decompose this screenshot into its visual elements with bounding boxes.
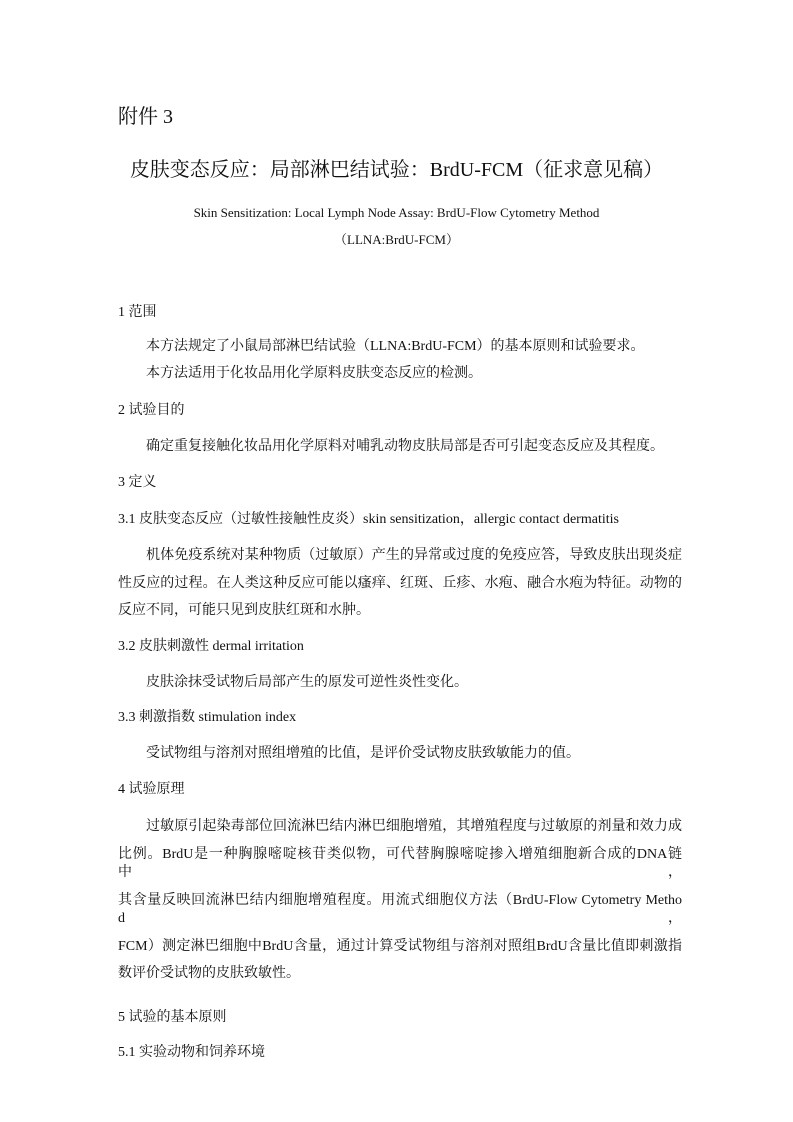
section-4-heading: 4 试验原理 xyxy=(118,782,185,797)
section-3-2-heading: 3.2 皮肤刺激性 dermal irritation xyxy=(118,639,304,654)
paragraph-line: 性反应的过程。在人类这种反应可能以瘙痒、红斑、丘疹、水疱、融合水疱为特征。动物的 xyxy=(118,576,682,591)
subtitle-english: Skin Sensitization: Local Lymph Node Assay: BrdU-Flow Cytometry Method xyxy=(193,205,600,220)
paragraph-line: 反应不同，可能只见到皮肤红斑和水肿。 xyxy=(118,603,370,618)
subtitle-abbreviation: （LLNA:BrdU-FCM） xyxy=(334,232,459,247)
section-5-1-heading: 5.1 实验动物和饲养环境 xyxy=(118,1045,265,1060)
document-title: 皮肤变态反应：局部淋巴结试验：BrdU-FCM（征求意见稿） xyxy=(129,159,664,181)
paragraph-line: 本方法规定了小鼠局部淋巴结试验（LLNA:BrdU-FCM）的基本原则和试验要求。 xyxy=(146,339,645,354)
section-3-1-heading: 3.1 皮肤变态反应（过敏性接触性皮炎）skin sensitization，allergic contact dermatitis xyxy=(118,512,619,527)
paragraph-line: 皮肤涂抹受试物后局部产生的原发可逆性炎性变化。 xyxy=(146,675,468,690)
paragraph-line: FCM）测定淋巴细胞中BrdU含量，通过计算受试物组与溶剂对照组BrdU含量比值即刺激指 xyxy=(118,939,682,954)
paragraph-line: 本方法适用于化妆品用化学原料皮肤变态反应的检测。 xyxy=(146,366,482,381)
section-2-heading: 2 试验目的 xyxy=(118,403,185,418)
section-3-3-heading: 3.3 刺激指数 stimulation index xyxy=(118,710,297,725)
section-3-heading: 3 定义 xyxy=(118,475,157,490)
paragraph-line: 数评价受试物的皮肤致敏性。 xyxy=(118,966,300,981)
attachment-label: 附件 3 xyxy=(118,106,173,128)
section-5-heading: 5 试验的基本原则 xyxy=(118,1010,227,1025)
section-1-heading: 1 范围 xyxy=(118,305,157,320)
paragraph-line: 确定重复接触化妆品用化学原料对哺乳动物皮肤局部是否可引起变态反应及其程度。 xyxy=(146,439,664,454)
paragraph-line: 过敏原引起染毒部位回流淋巴结内淋巴细胞增殖，其增殖程度与过敏原的剂量和效力成 xyxy=(146,819,682,834)
paragraph-line: 受试物组与溶剂对照组增殖的比值，是评价受试物皮肤致敏能力的值。 xyxy=(146,746,580,761)
paragraph-line: 机体免疫系统对某种物质（过敏原）产生的异常或过度的免疫应答，导致皮肤出现炎症 xyxy=(146,548,682,563)
paragraph-line: 比例。BrdU是一种胸腺嘧啶核苷类似物，可代替胸腺嘧啶掺入增殖细胞新合成的DNA链中， xyxy=(118,847,682,880)
paragraph-line: 其含量反映回流淋巴结内细胞增殖程度。用流式细胞仪方法（BrdU-Flow Cytometry Method， xyxy=(118,893,682,926)
